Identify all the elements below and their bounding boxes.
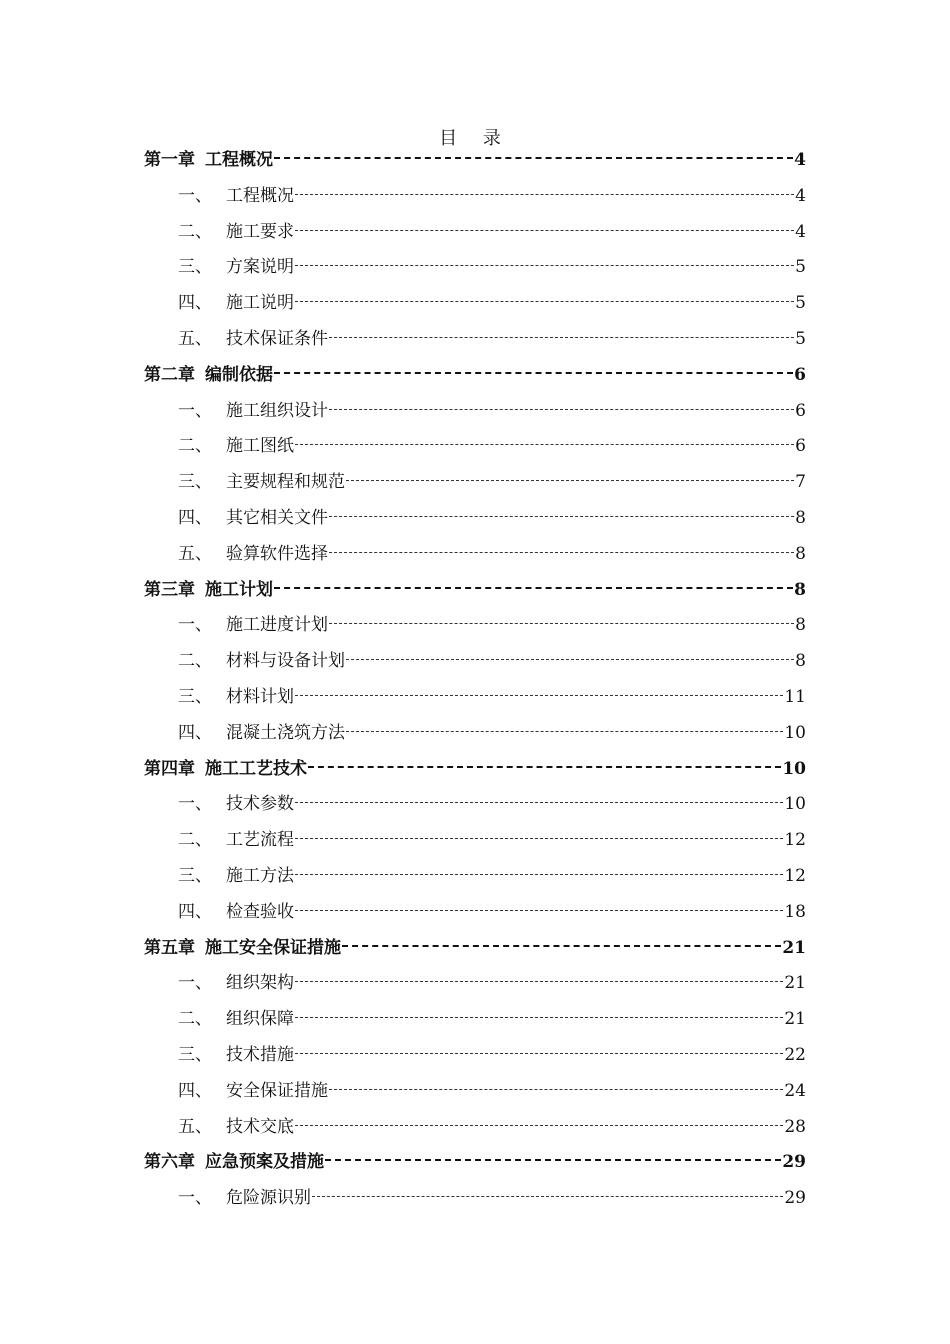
entry-number: 一、 bbox=[178, 615, 212, 636]
entry-title: 施工工艺技术 bbox=[205, 758, 307, 779]
entry-number: 五、 bbox=[178, 1116, 212, 1137]
dot-leader bbox=[329, 623, 794, 624]
entry-page-number: 12 bbox=[784, 830, 806, 851]
toc-section-entry[interactable] bbox=[144, 968, 806, 1004]
entry-title: 工艺流程 bbox=[226, 830, 294, 851]
entry-page-number: 10 bbox=[784, 794, 806, 815]
dot-leader bbox=[329, 1089, 783, 1090]
entry-number: 二、 bbox=[178, 436, 212, 457]
entry-page-number: 4 bbox=[795, 185, 806, 206]
entry-number: 一、 bbox=[178, 1188, 212, 1209]
dot-leader bbox=[274, 372, 793, 374]
toc-section-entry[interactable] bbox=[144, 252, 806, 288]
toc-section-entry[interactable] bbox=[144, 610, 806, 646]
dot-leader bbox=[346, 659, 794, 660]
entry-title: 危险源识别 bbox=[226, 1188, 311, 1209]
dot-leader bbox=[346, 480, 794, 481]
dot-leader bbox=[295, 910, 783, 911]
entry-number: 一、 bbox=[178, 400, 212, 421]
entry-page-number: 21 bbox=[782, 937, 806, 958]
entry-page-number: 10 bbox=[784, 722, 806, 743]
dot-leader bbox=[312, 1196, 783, 1197]
dot-leader bbox=[308, 766, 781, 768]
entry-number: 四、 bbox=[178, 722, 212, 743]
toc-section-entry[interactable] bbox=[144, 646, 806, 682]
entry-page-number: 5 bbox=[795, 328, 806, 349]
entry-page-number: 8 bbox=[795, 543, 806, 564]
dot-leader bbox=[295, 874, 783, 875]
entry-title: 混凝土浇筑方法 bbox=[226, 722, 345, 743]
entry-number: 二、 bbox=[178, 830, 212, 851]
dot-leader bbox=[295, 981, 783, 982]
toc-chapter-entry[interactable] bbox=[144, 145, 806, 181]
entry-title: 技术交底 bbox=[226, 1116, 294, 1137]
dot-leader bbox=[346, 731, 783, 732]
dot-leader bbox=[329, 409, 794, 410]
entry-title: 材料与设备计划 bbox=[226, 651, 345, 672]
entry-page-number: 24 bbox=[784, 1080, 806, 1101]
toc-section-entry[interactable] bbox=[144, 1004, 806, 1040]
dot-leader bbox=[295, 301, 794, 302]
entry-page-number: 12 bbox=[784, 865, 806, 886]
dot-leader bbox=[295, 444, 794, 445]
dot-leader bbox=[274, 587, 793, 589]
toc-section-entry[interactable] bbox=[144, 324, 806, 360]
entry-title: 施工计划 bbox=[205, 579, 273, 600]
toc-section-entry[interactable] bbox=[144, 288, 806, 324]
entry-number: 三、 bbox=[178, 1044, 212, 1065]
entry-page-number: 8 bbox=[794, 579, 806, 600]
entry-title: 工程概况 bbox=[205, 150, 273, 170]
toc-section-entry[interactable] bbox=[144, 503, 806, 539]
entry-number: 一、 bbox=[178, 973, 212, 994]
toc-section-entry[interactable] bbox=[144, 1040, 806, 1076]
entry-title: 技术措施 bbox=[226, 1044, 294, 1065]
toc-section-entry[interactable] bbox=[144, 217, 806, 253]
entry-title: 安全保证措施 bbox=[226, 1080, 328, 1101]
dot-leader bbox=[329, 552, 794, 553]
entry-number: 三、 bbox=[178, 686, 212, 707]
entry-title: 施工组织设计 bbox=[226, 400, 328, 421]
entry-page-number: 8 bbox=[795, 651, 806, 672]
entry-number: 三、 bbox=[178, 472, 212, 493]
toc-section-entry[interactable] bbox=[144, 1076, 806, 1112]
toc-chapter-entry[interactable] bbox=[144, 754, 806, 790]
entry-page-number: 6 bbox=[795, 436, 806, 457]
entry-title: 施工方法 bbox=[226, 865, 294, 886]
entry-title: 施工要求 bbox=[226, 221, 294, 242]
toc-section-entry[interactable] bbox=[144, 539, 806, 575]
toc-chapter-entry[interactable] bbox=[144, 933, 806, 969]
entry-title: 工程概况 bbox=[226, 185, 294, 206]
entry-page-number: 21 bbox=[784, 1009, 806, 1030]
entry-number: 第四章 bbox=[144, 758, 195, 779]
entry-number: 二、 bbox=[178, 651, 212, 672]
entry-page-number: 22 bbox=[784, 1044, 806, 1065]
entry-page-number: 6 bbox=[795, 400, 806, 421]
toc-chapter-entry[interactable] bbox=[144, 360, 806, 396]
entry-title: 施工图纸 bbox=[226, 436, 294, 457]
entry-number: 三、 bbox=[178, 865, 212, 886]
entry-number: 二、 bbox=[178, 1009, 212, 1030]
entry-title: 施工进度计划 bbox=[226, 615, 328, 636]
dot-leader bbox=[295, 1125, 783, 1126]
toc-section-entry[interactable] bbox=[144, 897, 806, 933]
entry-page-number: 5 bbox=[795, 257, 806, 278]
entry-title: 技术保证条件 bbox=[226, 328, 328, 349]
dot-leader bbox=[295, 838, 783, 839]
entry-number: 二、 bbox=[178, 221, 212, 242]
toc-title: 目 录 bbox=[439, 128, 511, 149]
entry-number: 三、 bbox=[178, 257, 212, 278]
dot-leader bbox=[295, 802, 783, 803]
entry-page-number: 21 bbox=[784, 973, 806, 994]
toc-chapter-entry[interactable] bbox=[144, 1147, 806, 1183]
entry-number: 一、 bbox=[178, 185, 212, 206]
dot-leader bbox=[295, 1053, 783, 1054]
toc-section-entry[interactable] bbox=[144, 861, 806, 897]
entry-number: 一、 bbox=[178, 794, 212, 815]
entry-number: 四、 bbox=[178, 901, 212, 922]
entry-number: 第一章 bbox=[144, 150, 195, 170]
entry-title: 验算软件选择 bbox=[226, 543, 328, 564]
dot-leader bbox=[295, 230, 794, 231]
dot-leader bbox=[295, 1017, 783, 1018]
entry-title: 材料计划 bbox=[226, 686, 294, 707]
table-of-contents bbox=[144, 145, 806, 1219]
toc-section-entry[interactable] bbox=[144, 789, 806, 825]
toc-section-entry[interactable] bbox=[144, 467, 806, 503]
entry-number: 第六章 bbox=[144, 1152, 195, 1173]
entry-page-number: 6 bbox=[794, 364, 806, 385]
entry-number: 四、 bbox=[178, 507, 212, 528]
entry-number: 四、 bbox=[178, 293, 212, 314]
entry-title: 检查验收 bbox=[226, 901, 294, 922]
toc-section-entry[interactable] bbox=[144, 825, 806, 861]
entry-page-number: 29 bbox=[782, 1152, 806, 1173]
entry-page-number: 28 bbox=[784, 1116, 806, 1137]
entry-number: 五、 bbox=[178, 328, 212, 349]
dot-leader bbox=[329, 516, 794, 517]
entry-page-number: 10 bbox=[782, 758, 806, 779]
entry-page-number: 4 bbox=[794, 150, 806, 170]
entry-title: 组织架构 bbox=[226, 973, 294, 994]
dot-leader bbox=[274, 157, 793, 159]
toc-section-entry[interactable] bbox=[144, 1112, 806, 1148]
entry-number: 四、 bbox=[178, 1080, 212, 1101]
toc-section-entry[interactable] bbox=[144, 1183, 806, 1219]
entry-title: 施工说明 bbox=[226, 293, 294, 314]
entry-number: 五、 bbox=[178, 543, 212, 564]
entry-title: 应急预案及措施 bbox=[205, 1152, 324, 1173]
entry-title: 其它相关文件 bbox=[226, 507, 328, 528]
entry-page-number: 4 bbox=[795, 221, 806, 242]
entry-page-number: 5 bbox=[795, 293, 806, 314]
dot-leader bbox=[295, 695, 783, 696]
entry-title: 编制依据 bbox=[205, 364, 273, 385]
entry-page-number: 7 bbox=[795, 472, 806, 493]
dot-leader bbox=[295, 265, 794, 266]
dot-leader bbox=[295, 194, 794, 195]
entry-title: 方案说明 bbox=[226, 257, 294, 278]
entry-title: 技术参数 bbox=[226, 794, 294, 815]
dot-leader bbox=[329, 337, 794, 338]
toc-section-entry[interactable] bbox=[144, 396, 806, 432]
entry-page-number: 18 bbox=[784, 901, 806, 922]
entry-page-number: 8 bbox=[795, 615, 806, 636]
toc-section-entry[interactable] bbox=[144, 718, 806, 754]
entry-title: 施工安全保证措施 bbox=[205, 937, 341, 958]
entry-number: 第三章 bbox=[144, 579, 195, 600]
toc-section-entry[interactable] bbox=[144, 181, 806, 217]
dot-leader bbox=[342, 945, 781, 947]
entry-page-number: 29 bbox=[784, 1188, 806, 1209]
entry-title: 组织保障 bbox=[226, 1009, 294, 1030]
toc-section-entry[interactable] bbox=[144, 682, 806, 718]
toc-chapter-entry[interactable] bbox=[144, 575, 806, 611]
toc-section-entry[interactable] bbox=[144, 431, 806, 467]
entry-page-number: 11 bbox=[784, 686, 806, 707]
entry-page-number: 8 bbox=[795, 507, 806, 528]
dot-leader bbox=[325, 1159, 781, 1161]
entry-title: 主要规程和规范 bbox=[226, 472, 345, 493]
entry-number: 第二章 bbox=[144, 364, 195, 385]
entry-number: 第五章 bbox=[144, 937, 195, 958]
